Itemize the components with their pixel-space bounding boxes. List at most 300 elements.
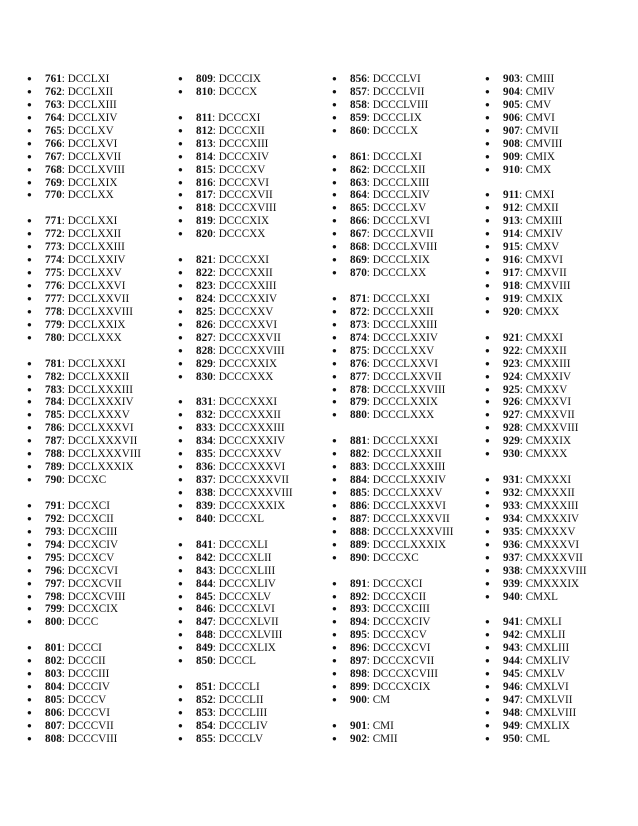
bullet-icon: ●: [178, 733, 183, 743]
bullet-icon: ●: [332, 332, 337, 342]
roman-numeral: DCCCXXXVIII: [218, 487, 293, 499]
roman-numeral: DCCCLIV: [218, 719, 268, 732]
separator: :: [366, 189, 373, 202]
roman-numeral: DCCCLXXII: [372, 305, 434, 318]
list-item: [178, 125, 293, 138]
bullet-icon: ●: [332, 656, 337, 666]
arabic-number: 839: [196, 499, 213, 512]
roman-numeral: CMVI: [525, 111, 555, 124]
bullet-icon: ●: [27, 74, 32, 83]
bullet-icon: ●: [332, 591, 337, 601]
arabic-number: 844: [196, 577, 213, 590]
separator: :: [366, 732, 373, 745]
arabic-number: 851: [196, 681, 213, 694]
arabic-number: 858: [350, 98, 367, 111]
roman-numeral: DCCXCVI: [67, 564, 119, 577]
bullet-icon: ●: [485, 125, 490, 135]
list-item: [27, 215, 141, 228]
list-item: [27, 164, 141, 177]
list-column-2: [178, 73, 293, 746]
list-item: [485, 280, 587, 293]
separator: :: [519, 228, 526, 241]
separator: :: [366, 577, 373, 590]
list-item: [178, 371, 293, 384]
bullet-icon: ●: [485, 74, 490, 83]
arabic-number: 901: [350, 719, 367, 732]
list-item: [27, 267, 141, 280]
arabic-number: 826: [196, 318, 213, 331]
arabic-number: 807: [45, 719, 62, 732]
separator: :: [212, 267, 219, 280]
list-item: [178, 267, 293, 280]
list-item: [332, 215, 453, 228]
roman-numeral: DCCCXLI: [218, 538, 268, 551]
separator: :: [366, 448, 373, 461]
separator: :: [212, 305, 219, 318]
arabic-number: 813: [196, 137, 213, 150]
bullet-icon: ●: [485, 733, 490, 743]
arabic-number: 918: [503, 280, 520, 292]
separator: :: [61, 85, 68, 98]
bullet-icon: ●: [485, 695, 490, 704]
roman-numeral: DCCCLXXXV: [372, 487, 443, 499]
list-item: [27, 73, 141, 86]
bullet-icon: ●: [27, 229, 32, 239]
separator: :: [366, 461, 373, 474]
roman-numeral: DCCC: [67, 616, 99, 629]
separator: :: [212, 655, 219, 668]
bullet-icon: ●: [178, 500, 183, 510]
arabic-number: 806: [45, 706, 62, 719]
roman-numeral: DCCLXX: [67, 189, 114, 202]
separator: :: [61, 215, 68, 228]
separator: :: [212, 292, 219, 305]
list-item: [332, 448, 453, 461]
separator: :: [519, 215, 526, 228]
bullet-icon: ●: [332, 242, 337, 252]
separator: :: [212, 694, 219, 706]
arabic-number: 776: [45, 280, 62, 292]
bullet-icon: ●: [178, 190, 183, 200]
arabic-number: 925: [503, 383, 520, 396]
arabic-number: 875: [350, 344, 367, 357]
separator: :: [366, 694, 373, 706]
arabic-number: 950: [503, 732, 520, 745]
arabic-number: 949: [503, 719, 520, 732]
separator: :: [366, 202, 373, 215]
arabic-number: 779: [45, 318, 62, 331]
bullet-icon: ●: [27, 190, 32, 200]
bullet-icon: ●: [485, 475, 490, 485]
arabic-number: 794: [45, 538, 62, 551]
arabic-number: 787: [45, 435, 62, 448]
roman-numeral: DCCCXIX: [218, 215, 270, 228]
roman-numeral: DCCCXXV: [218, 305, 274, 318]
bullet-icon: ●: [27, 216, 32, 226]
bullet-icon: ●: [485, 449, 490, 459]
separator: :: [519, 111, 526, 124]
roman-numeral: DCCCIII: [67, 668, 110, 681]
roman-numeral: DCCLXXXVI: [67, 422, 134, 435]
list-item: [178, 293, 293, 306]
bullet-icon: ●: [27, 332, 32, 342]
separator: :: [61, 551, 68, 564]
bullet-icon: ●: [332, 410, 337, 420]
arabic-number: 804: [45, 681, 62, 694]
arabic-number: 898: [350, 668, 367, 681]
arabic-number: 803: [45, 668, 62, 681]
separator: :: [61, 525, 68, 538]
bullet-icon: ●: [332, 669, 337, 679]
list-item: [178, 448, 293, 461]
arabic-number: 828: [196, 344, 213, 357]
separator: :: [212, 124, 219, 137]
separator: :: [61, 719, 68, 732]
list-item: [485, 720, 587, 733]
separator: :: [366, 267, 373, 280]
bullet-icon: ●: [178, 436, 183, 446]
arabic-number: 782: [45, 370, 62, 383]
list-item: [27, 565, 141, 578]
list-item: [485, 254, 587, 267]
bullet-icon: ●: [485, 281, 490, 290]
bullet-icon: ●: [178, 475, 183, 485]
list-item: [485, 668, 587, 681]
separator: :: [212, 732, 219, 745]
arabic-number: 815: [196, 163, 213, 176]
list-item: [485, 500, 587, 513]
separator: :: [366, 124, 373, 137]
arabic-number: 854: [196, 719, 213, 732]
roman-numeral: DCCCII: [67, 655, 106, 668]
arabic-number: 856: [350, 73, 367, 85]
separator: :: [61, 137, 68, 150]
arabic-number: 765: [45, 124, 62, 137]
arabic-number: 930: [503, 448, 520, 461]
bullet-icon: ●: [332, 125, 337, 135]
bullet-icon: ●: [178, 578, 183, 588]
bullet-icon: ●: [178, 656, 183, 666]
roman-numeral: CMXVII: [525, 267, 567, 280]
separator: :: [61, 357, 68, 370]
list-item: [332, 241, 453, 254]
arabic-number: 837: [196, 474, 213, 487]
roman-numeral: DCCCLIX: [372, 111, 422, 124]
arabic-number: 763: [45, 98, 62, 111]
roman-numeral: DCCCXXIII: [218, 280, 277, 292]
separator: :: [212, 422, 219, 435]
list-item: [27, 332, 141, 345]
arabic-number: 897: [350, 655, 367, 668]
list-item: [178, 565, 293, 578]
separator: :: [519, 499, 526, 512]
list-item: [27, 707, 141, 720]
roman-numeral: CMXV: [525, 241, 560, 254]
roman-numeral: DCCCXLVIII: [218, 629, 283, 642]
roman-numeral: DCCCXXIV: [218, 292, 278, 305]
arabic-number: 927: [503, 409, 520, 422]
arabic-number: 924: [503, 370, 520, 383]
bullet-icon: ●: [27, 138, 32, 148]
list-item: [27, 151, 141, 164]
separator: :: [519, 267, 526, 280]
bullet-icon: ●: [178, 125, 183, 135]
separator: :: [61, 694, 68, 706]
arabic-number: 919: [503, 292, 520, 305]
separator: :: [61, 111, 68, 124]
bullet-icon: ●: [178, 513, 183, 523]
arabic-number: 818: [196, 202, 213, 215]
list-item: [178, 500, 293, 513]
arabic-number: 769: [45, 176, 62, 189]
arabic-number: 947: [503, 694, 520, 706]
arabic-number: 850: [196, 655, 213, 668]
arabic-number: 824: [196, 292, 213, 305]
separator: :: [61, 435, 68, 448]
list-item: [178, 461, 293, 474]
separator: :: [212, 280, 219, 292]
list-item: [485, 655, 587, 668]
separator: :: [366, 538, 373, 551]
arabic-number: 846: [196, 603, 213, 616]
roman-numeral: CMXXXIII: [525, 499, 579, 512]
arabic-number: 791: [45, 499, 62, 512]
arabic-number: 795: [45, 551, 62, 564]
arabic-number: 761: [45, 73, 62, 85]
arabic-number: 821: [196, 254, 213, 267]
separator: :: [212, 318, 219, 331]
list-item: [178, 254, 293, 267]
arabic-number: 946: [503, 681, 520, 694]
list-item: [485, 138, 587, 151]
arabic-number: 879: [350, 396, 367, 409]
list-item: [27, 461, 141, 474]
roman-numeral: DCCLXXVIII: [67, 305, 133, 318]
list-item: [485, 616, 587, 629]
arabic-number: 867: [350, 228, 367, 241]
list-item: [332, 358, 453, 371]
list-item: [332, 655, 453, 668]
list-item: [27, 396, 141, 409]
list-item: [332, 474, 453, 487]
roman-numeral: CMXLIII: [525, 642, 570, 655]
separator: :: [212, 642, 219, 655]
arabic-number: 870: [350, 267, 367, 280]
list-item: [332, 151, 453, 164]
separator: :: [61, 474, 68, 487]
list-item: [27, 99, 141, 112]
arabic-number: 941: [503, 616, 520, 629]
roman-numeral: DCCLXII: [67, 85, 114, 98]
arabic-number: 914: [503, 228, 520, 241]
bullet-icon: ●: [27, 371, 32, 381]
bullet-icon: ●: [27, 255, 32, 265]
roman-numeral: DCCCXXVII: [218, 331, 281, 344]
list-item: [332, 694, 453, 707]
separator: :: [519, 163, 526, 176]
bullet-icon: ●: [178, 164, 183, 174]
arabic-number: 855: [196, 732, 213, 745]
roman-numeral: DCCLXVII: [67, 150, 122, 163]
roman-numeral: DCCCLI: [218, 681, 260, 694]
bullet-icon: ●: [485, 99, 490, 109]
arabic-number: 843: [196, 564, 213, 577]
roman-numeral: DCCCLXXVII: [372, 370, 442, 383]
list-item: [332, 681, 453, 694]
separator: :: [366, 318, 373, 331]
separator: :: [61, 254, 68, 267]
arabic-number: 878: [350, 383, 367, 396]
separator: :: [61, 642, 68, 655]
separator: :: [61, 655, 68, 668]
roman-numeral: CMXLIX: [525, 719, 570, 732]
bullet-icon: ●: [178, 293, 183, 303]
bullet-icon: ●: [178, 539, 183, 549]
list-item: [332, 513, 453, 526]
list-item: [332, 642, 453, 655]
separator: :: [212, 85, 219, 98]
arabic-number: 904: [503, 85, 520, 98]
arabic-number: 783: [45, 383, 62, 396]
list-item: [485, 396, 587, 409]
bullet-icon: ●: [178, 707, 183, 717]
list-item: [332, 293, 453, 306]
list-item: [27, 681, 141, 694]
separator: :: [61, 616, 68, 629]
arabic-number: 890: [350, 551, 367, 564]
bullet-icon: ●: [27, 552, 32, 562]
list-column-3: [332, 73, 453, 746]
bullet-icon: ●: [332, 513, 337, 523]
arabic-number: 922: [503, 344, 520, 357]
separator: :: [212, 331, 219, 344]
bullet-icon: ●: [178, 410, 183, 420]
bullet-icon: ●: [485, 151, 490, 161]
roman-numeral: CMXXXII: [525, 487, 575, 499]
list-item: [332, 319, 453, 332]
arabic-number: 891: [350, 577, 367, 590]
bullet-icon: ●: [178, 449, 183, 459]
arabic-number: 887: [350, 512, 367, 525]
separator: :: [61, 668, 68, 681]
bullet-icon: ●: [332, 151, 337, 161]
arabic-number: 936: [503, 538, 520, 551]
separator: :: [61, 370, 68, 383]
bullet-icon: ●: [485, 86, 490, 96]
bullet-icon: ●: [332, 488, 337, 497]
roman-numeral: CMIV: [525, 85, 555, 98]
bullet-icon: ●: [485, 682, 490, 692]
list-item: [485, 345, 587, 358]
separator: :: [519, 616, 526, 629]
list-item: [178, 345, 293, 358]
bullet-icon: ●: [178, 371, 183, 381]
separator: :: [366, 383, 373, 396]
roman-numeral: DCCCXLIX: [218, 642, 276, 655]
list-item: [332, 86, 453, 99]
bullet-icon: ●: [332, 216, 337, 226]
roman-numeral: CMIX: [525, 150, 555, 163]
roman-numeral: DCCCLXVII: [372, 228, 434, 241]
list-item: [332, 539, 453, 552]
separator: :: [519, 396, 526, 409]
list-item: [178, 86, 293, 99]
list-item: [178, 228, 293, 241]
separator: :: [61, 564, 68, 577]
separator: :: [366, 551, 373, 564]
bullet-icon: ●: [332, 552, 337, 562]
roman-numeral: CMXXIII: [525, 357, 571, 370]
arabic-number: 788: [45, 448, 62, 461]
roman-numeral: DCCCLXXVI: [372, 357, 438, 370]
separator: :: [212, 487, 219, 499]
list-item: [485, 487, 587, 500]
roman-numeral: DCCCI: [67, 642, 102, 655]
list-item: [485, 125, 587, 138]
bullet-icon: ●: [332, 630, 337, 640]
bullet-icon: ●: [332, 229, 337, 239]
roman-numeral: DCCCXII: [218, 124, 265, 137]
arabic-number: 805: [45, 694, 62, 706]
separator: :: [212, 111, 219, 124]
arabic-number: 896: [350, 642, 367, 655]
list-item: [178, 707, 293, 720]
roman-numeral: CMXL: [525, 590, 559, 603]
list-item: [332, 189, 453, 202]
roman-numeral: CMXIII: [525, 215, 563, 228]
roman-numeral: DCCCLXVIII: [372, 241, 438, 254]
separator: :: [366, 409, 373, 422]
arabic-number: 869: [350, 254, 367, 267]
bullet-icon: ●: [27, 500, 32, 510]
arabic-number: 792: [45, 512, 62, 525]
arabic-number: 812: [196, 124, 213, 137]
separator: :: [366, 629, 373, 642]
list-item: [27, 254, 141, 267]
bullet-icon: ●: [27, 112, 32, 122]
arabic-number: 841: [196, 538, 213, 551]
roman-numeral: CMXXXI: [525, 474, 572, 487]
list-item: [178, 396, 293, 409]
arabic-number: 775: [45, 267, 62, 280]
arabic-number: 933: [503, 499, 520, 512]
separator: :: [366, 487, 373, 499]
separator: :: [366, 474, 373, 487]
arabic-number: 810: [196, 85, 213, 98]
bullet-icon: ●: [178, 617, 183, 627]
list-item: [27, 668, 141, 681]
roman-numeral: DCCCLX: [372, 124, 419, 137]
roman-numeral: DCCCXV: [218, 163, 266, 176]
separator: :: [61, 590, 68, 603]
separator: :: [212, 448, 219, 461]
roman-numeral: CMXI: [525, 189, 555, 202]
roman-numeral: DCCCXLII: [218, 551, 272, 564]
roman-numeral: DCCCLIII: [218, 706, 268, 719]
roman-numeral: DCCCLXXXI: [372, 435, 438, 448]
roman-numeral: DCCCXLVI: [218, 603, 275, 616]
roman-numeral: CMXLVIII: [525, 706, 577, 719]
separator: :: [212, 254, 219, 267]
roman-numeral: DCCCXXXIV: [218, 435, 286, 448]
arabic-number: 889: [350, 538, 367, 551]
bullet-icon: ●: [178, 86, 183, 96]
separator: :: [366, 254, 373, 267]
separator: :: [366, 111, 373, 124]
arabic-number: 768: [45, 163, 62, 176]
arabic-number: 912: [503, 202, 520, 215]
arabic-number: 802: [45, 655, 62, 668]
